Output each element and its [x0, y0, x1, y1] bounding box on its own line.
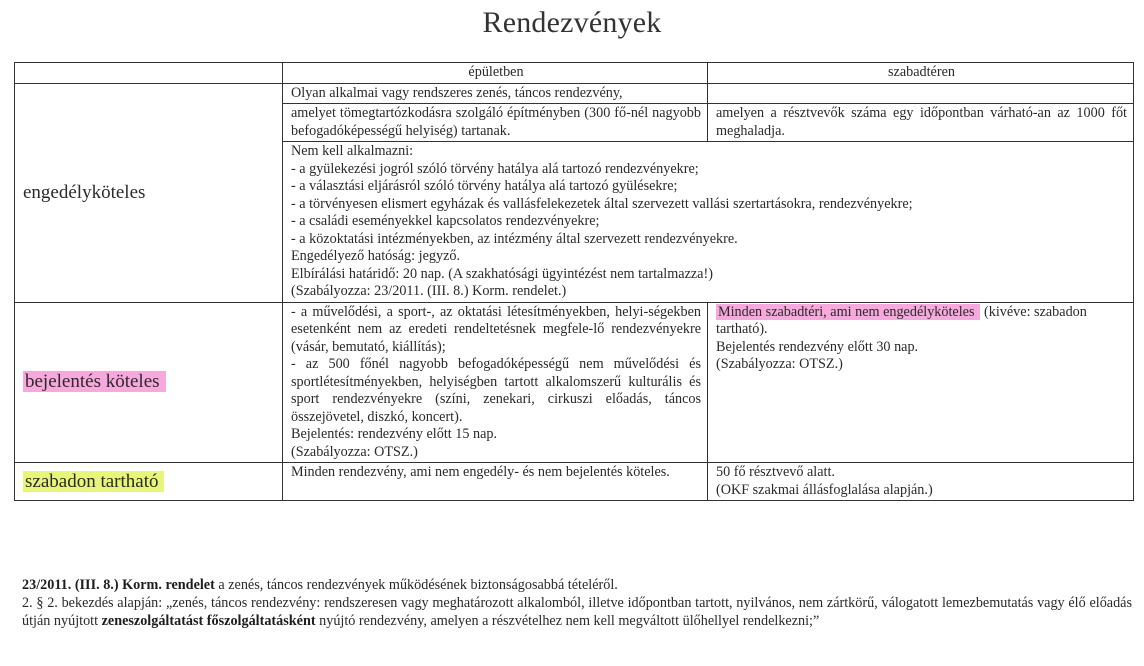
free-indoor: Minden rendezvény, ami nem engedély- és nem bejelentés köteles. [283, 463, 708, 501]
notification-outdoor-deadline: Bejelentés rendezvény előtt 30 nap. [716, 338, 919, 355]
free-outdoor-line-2: (OKF szakmai állásfoglalása alapján.) [716, 481, 933, 498]
row-notification [15, 302, 1134, 463]
notification-outdoor-regulation: (Szabályozza: OTSZ.) [716, 356, 843, 372]
permit-outdoor-blank [708, 83, 1134, 104]
header-empty [15, 63, 283, 84]
label-free-text: szabadon tartható [23, 471, 164, 492]
row-free [15, 463, 1134, 501]
free-outdoor-line-1: 50 fő résztvevő alatt. [716, 464, 835, 480]
footnote-definition-bold: zeneszolgáltatást főszolgáltatásként [101, 612, 316, 629]
free-outdoor [708, 463, 1134, 501]
row-label-notification [15, 302, 283, 463]
exception-line: - a választási eljárásról szóló törvény hatálya alá tartozó gyülésekre; [291, 178, 678, 194]
notification-outdoor-highlight: Minden szabadtéri, ami nem engedélyköteles [716, 304, 980, 320]
exception-line: - a gyülekezési jogról szóló törvény hatálya alá tartozó rendezvényekre; [291, 160, 699, 177]
footnote [22, 577, 1132, 630]
notification-outdoor-rest: (kivéve: szabadon tartható). [716, 303, 1087, 337]
header-row [15, 63, 1134, 84]
notification-indoor-regulation: (Szabályozza: OTSZ.) [291, 443, 418, 460]
exception-line: - a családi eseményekkel kapcsolatos rendezvényekre; [291, 213, 600, 229]
notification-outdoor [708, 302, 1134, 463]
permit-indoor-intro-2: amelyet tömegtartózkodásra szolgáló építményben (300 fő-nél nagyobb befogadóképességű helyiség) tartanak. [283, 104, 708, 142]
label-notification-text: bejelentés köteles [23, 371, 166, 392]
notification-indoor-item-1: - a művelődési, a sport-, az oktatási létesítményekben, helyi-ségekben esetenként nem az eredeti rendeltetésnek megfele-lő rendezvényekre (vásár, bemutató, kiállítás); [291, 303, 701, 355]
header-outdoor: szabadtéren [708, 63, 1134, 84]
row-label-free [15, 463, 283, 501]
permit-outdoor-intro: amelyen a résztvevők száma egy időpontban várható-an az 1000 főt meghaladja. [708, 104, 1134, 142]
page-title: Rendezvények [482, 6, 662, 39]
notification-indoor [283, 302, 708, 463]
footnote-regulation-title: 23/2011. (III. 8.) Korm. rendelet [22, 577, 215, 593]
row-label-permit [15, 83, 283, 302]
permit-exceptions [283, 142, 1134, 303]
label-permit-text: engedélyköteles [23, 181, 146, 203]
header-indoor: épületben [283, 63, 708, 84]
footnote-definition [22, 595, 1132, 631]
notification-indoor-deadline: Bejelentés: rendezvény előtt 15 nap. [291, 426, 498, 442]
exception-line: - a közoktatási intézményekben, az intézmény által szervezett rendezvényekre. [291, 230, 738, 247]
notification-outdoor-rule [716, 304, 1127, 339]
regulation-line: (Szabályozza: 23/2011. (III. 8.) Korm. rendelet.) [291, 283, 567, 299]
permit-indoor-intro-1: Olyan alkalmai vagy rendszeres zenés, táncos rendezvény, [283, 83, 708, 104]
footnote-line-1 [22, 577, 1132, 595]
footnote-definition-text: 2. § 2. bekezdés alapján: „zenés, táncos rendezvény: rendszeresen vagy meghatározott alkalomból, illetve időpontban tartott, nyilvános, nem zártkörű, válogatott lemezbemutatás vagy élő előadás útján nyújtott [22, 594, 1132, 629]
row-permit-intro-1 [15, 83, 1134, 104]
exception-line: - a törvényesen elismert egyházak és vallásfelekezetek által szervezett vallási szertartásokra, rendezvényekre; [291, 195, 913, 212]
notification-indoor-item-2: - az 500 főnél nagyobb befogadóképességű nem művelődési és sportlétesítményekben, helyiségben tartott alkalomszerű kulturális és sport rendezvényekre (színi, zenekari, cirkuszi előadás, táncos összejövetel, diszkó, koncert). [291, 356, 701, 425]
authority-line: Engedélyező hatóság: jegyző. [291, 248, 461, 264]
footnote-definition-rest: nyújtó rendezvény, amelyen a részvételhez nem kell megváltott ülőhellyel rendelkezni;” [315, 612, 820, 629]
exception-line: Nem kell alkalmazni: [291, 143, 414, 159]
deadline-line: Elbírálási határidő: 20 nap. (A szakhatósági ügyintézést nem tartalmazza!) [291, 265, 713, 282]
events-table [14, 62, 1134, 501]
footnote-regulation-desc: a zenés, táncos rendezvények működésének biztonságosabbá tételéről. [214, 577, 618, 593]
